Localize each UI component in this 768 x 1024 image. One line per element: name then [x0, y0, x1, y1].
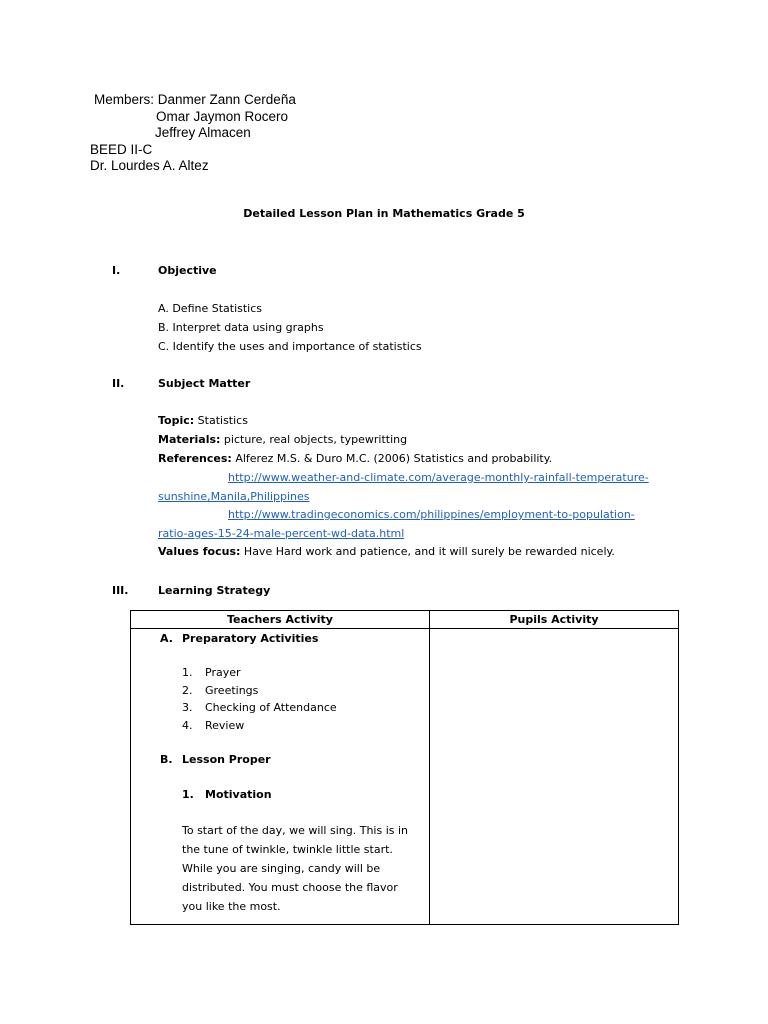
learning-strategy-number: III. — [112, 584, 129, 597]
reference-link-employment-cont[interactable]: ratio-ages-15-24-male-percent-wd-data.html — [158, 527, 405, 540]
materials-label: Materials: — [158, 433, 221, 446]
reference-link-weather-cont[interactable]: sunshine,Manila,Philippines — [158, 490, 310, 503]
pupils-activity-cell — [430, 629, 679, 925]
topic-value: Statistics — [194, 414, 248, 427]
member-3: Jeffrey Almacen — [155, 125, 251, 141]
reference-link-weather[interactable]: http://www.weather-and-climate.com/average-monthly-rainfall-temperature- — [228, 471, 649, 484]
prep-item-prayer: Prayer — [205, 666, 241, 679]
document-title: Detailed Lesson Plan in Mathematics Grade 5 — [243, 207, 525, 220]
topic-line — [158, 412, 248, 431]
pupils-activity-header: Pupils Activity — [430, 611, 679, 629]
prep-item-number: 1. — [182, 666, 193, 679]
values-focus-line — [158, 543, 615, 562]
prep-item-number: 3. — [182, 701, 193, 714]
section-label: BEED II-C — [90, 141, 153, 157]
motivation-text-line: you like the most. — [182, 900, 281, 913]
motivation-number: 1. — [182, 788, 194, 801]
lesson-heading: Lesson Proper — [182, 753, 271, 766]
subject-matter-heading: Subject Matter — [158, 377, 251, 390]
prep-item-greetings: Greetings — [205, 684, 259, 697]
subject-matter-number: II. — [112, 377, 125, 390]
reference-link-employment[interactable]: http://www.tradingeconomics.com/philippines/employment-to-population- — [228, 508, 635, 521]
objective-number: I. — [112, 264, 121, 277]
materials-line — [158, 431, 407, 450]
references-line — [158, 450, 552, 469]
prep-item-number: 2. — [182, 684, 193, 697]
prep-item-attendance: Checking of Attendance — [205, 701, 337, 714]
member-2: Omar Jaymon Rocero — [156, 108, 289, 124]
instructor-name: Dr. Lourdes A. Altez — [90, 158, 209, 174]
prep-item-review: Review — [205, 719, 245, 732]
topic-label: Topic: — [158, 414, 195, 427]
objective-item: C. Identify the uses and importance of statistics — [158, 340, 422, 353]
lesson-letter: B. — [160, 753, 173, 766]
learning-strategy-heading: Learning Strategy — [158, 584, 271, 597]
prep-heading: Preparatory Activities — [182, 632, 319, 645]
motivation-text-line: To start of the day, we will sing. This is in — [182, 824, 409, 837]
motivation-text-line: While you are singing, candy will be — [182, 862, 381, 875]
objective-heading: Objective — [158, 264, 217, 277]
values-focus-value: Have Hard work and patience, and it will surely be rewarded nicely. — [240, 545, 615, 558]
materials-value: picture, real objects, typewritting — [220, 433, 408, 446]
prep-item-number: 4. — [182, 719, 193, 732]
motivation-text-line: the tune of twinkle, twinkle little start. — [182, 843, 393, 856]
objective-item: B. Interpret data using graphs — [158, 321, 324, 334]
objective-item: A. Define Statistics — [158, 302, 263, 315]
motivation-heading: Motivation — [205, 788, 272, 801]
references-label: References: — [158, 452, 232, 465]
prep-letter: A. — [160, 632, 173, 645]
header-block — [90, 92, 296, 175]
teachers-activity-header: Teachers Activity — [131, 611, 430, 629]
members-line: Members: Danmer Zann Cerdeña — [94, 92, 296, 107]
teachers-activity-cell — [131, 629, 430, 925]
learning-strategy-table — [130, 610, 679, 925]
motivation-text-line: distributed. You must choose the flavor — [182, 881, 398, 894]
values-focus-label: Values focus: — [158, 545, 241, 558]
references-value: Alferez M.S. & Duro M.C. (2006) Statistics and probability. — [231, 452, 553, 465]
